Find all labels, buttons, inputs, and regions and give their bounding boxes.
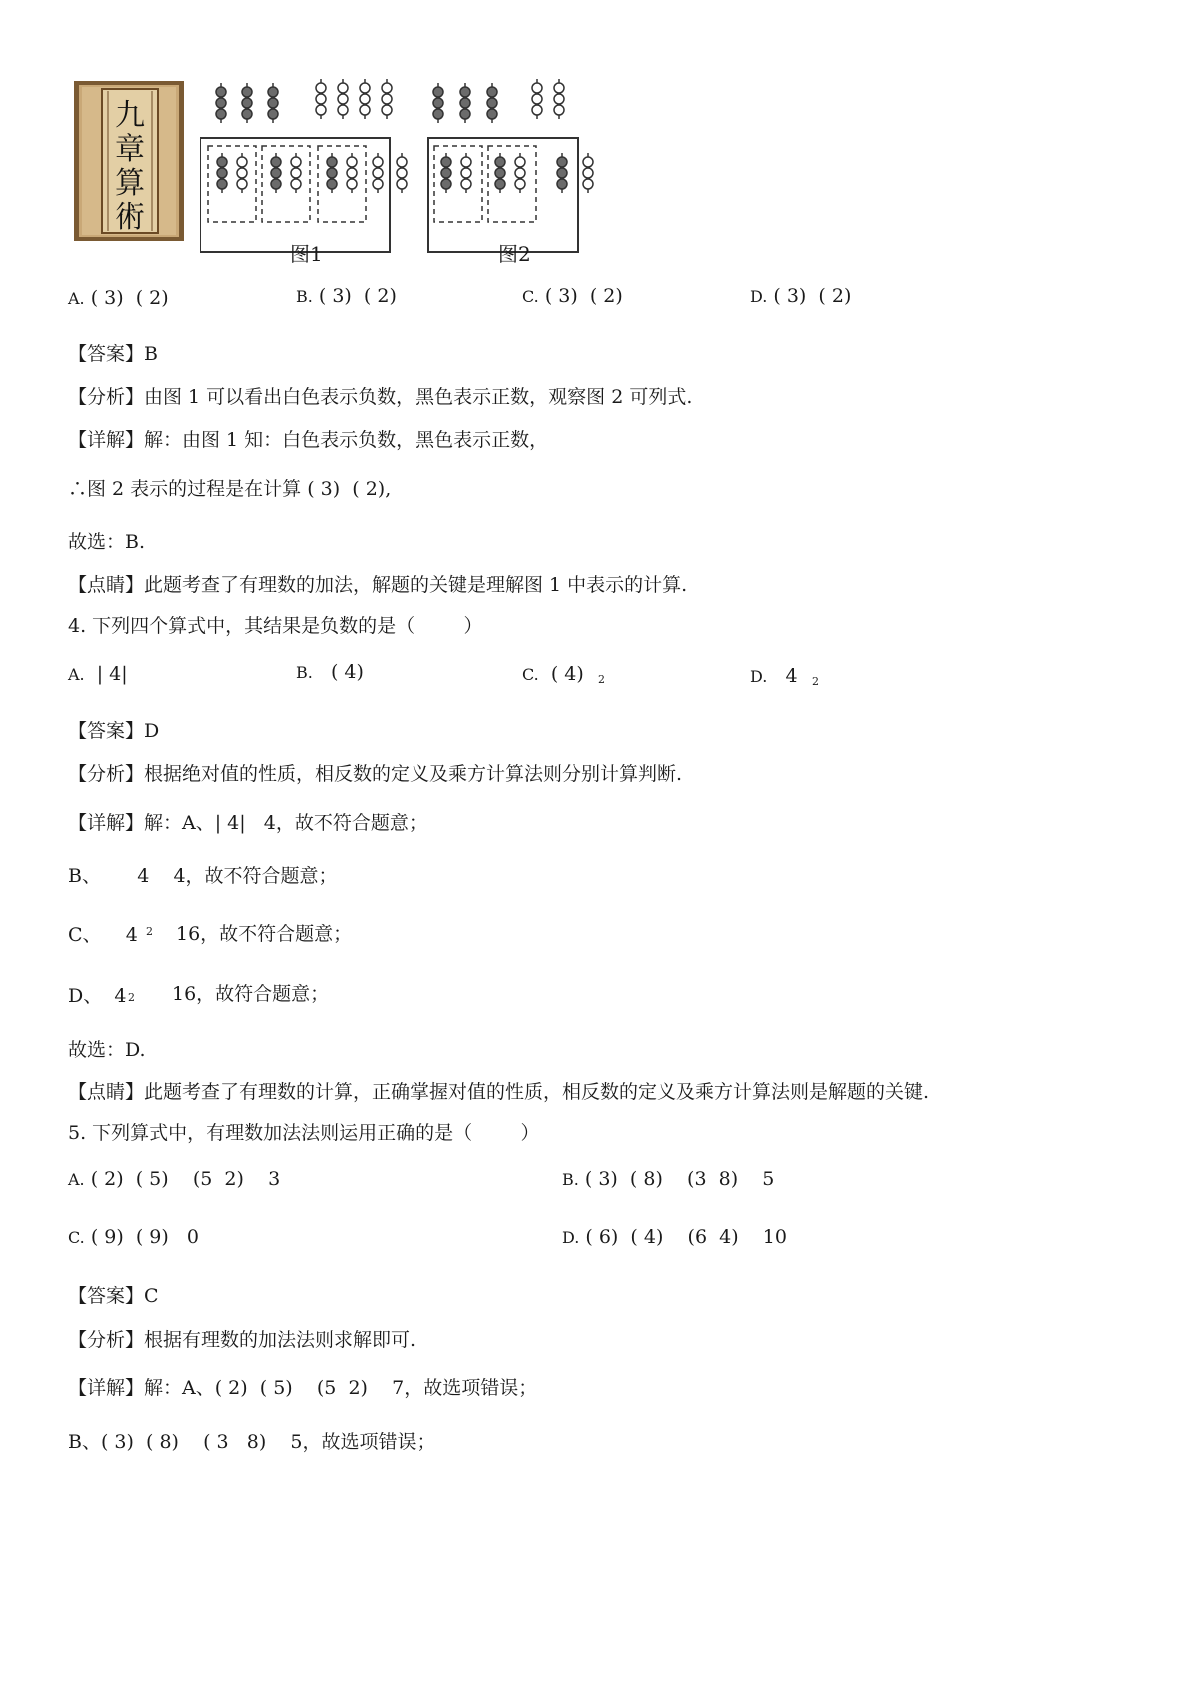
- white-bead: [397, 179, 407, 189]
- black-bead: [557, 179, 567, 189]
- q4-detail-c-post: 16，故不符合题意；: [176, 923, 353, 945]
- q3-option-b-letter: B.: [296, 287, 313, 306]
- white-bead: [360, 105, 370, 115]
- white-bead: [291, 168, 301, 178]
- white-bead: [316, 83, 326, 93]
- white-bead: [397, 157, 407, 167]
- black-bead: [441, 168, 451, 178]
- black-bead: [327, 168, 337, 178]
- q3-option-d-expr: ( 3) ( 2): [773, 285, 852, 307]
- q4-comment: 【点睛】此题考查了有理数的计算，正确掌握对值的性质，相反数的定义及乘方计算法则是解题的关键.: [68, 1081, 930, 1103]
- q3-analysis: 【分析】由图 1 可以看出白色表示负数，黑色表示正数，观察图 2 可列式.: [68, 386, 693, 408]
- q5-option-a-expr: ( 2) ( 5) (5 2) 3: [90, 1168, 281, 1190]
- black-bead: [271, 168, 281, 178]
- white-bead: [373, 179, 383, 189]
- svg-text:算: 算: [115, 166, 145, 201]
- q3-choose: 故选：B.: [68, 531, 146, 553]
- white-bead: [382, 94, 392, 104]
- white-bead: [382, 83, 392, 93]
- q4-detail-d-pre: D、 4: [68, 985, 127, 1007]
- q4-analysis: 【分析】根据绝对值的性质，相反数的定义及乘方计算法则分别计算判断.: [68, 763, 683, 785]
- black-bead: [327, 157, 337, 167]
- white-bead: [347, 168, 357, 178]
- q3-option-b-expr: ( 3) ( 2): [318, 285, 397, 307]
- black-bead: [460, 98, 470, 108]
- white-bead: [397, 168, 407, 178]
- dashed-group: [208, 146, 256, 222]
- q5-analysis: 【分析】根据有理数的加法法则求解即可.: [68, 1329, 417, 1351]
- q4-answer: 【答案】D: [68, 720, 160, 742]
- black-bead: [271, 179, 281, 189]
- white-bead: [373, 168, 383, 178]
- svg-text:術: 術: [115, 200, 145, 235]
- white-bead: [316, 105, 326, 115]
- white-bead: [515, 179, 525, 189]
- white-bead: [382, 105, 392, 115]
- q5-answer: 【答案】C: [68, 1285, 159, 1307]
- figure-2-frame: [428, 138, 578, 252]
- q4-detail-a: 【详解】解：A、| 4| 4，故不符合题意；: [68, 812, 428, 834]
- white-bead: [583, 157, 593, 167]
- figure-1-frame: [200, 138, 390, 252]
- white-bead: [347, 179, 357, 189]
- black-bead: [557, 157, 567, 167]
- q4-option-b-letter: B.: [296, 663, 313, 682]
- black-bead: [271, 157, 281, 167]
- black-bead: [487, 87, 497, 97]
- q4-detail-c-pre: C、 4: [68, 924, 138, 946]
- q4-option-c-exponent: 2: [598, 673, 605, 686]
- q3-option-a-expr: ( 3) ( 2): [90, 287, 169, 309]
- dashed-group: [262, 146, 310, 222]
- q5-option-b-letter: B.: [562, 1170, 579, 1189]
- black-bead: [217, 157, 227, 167]
- q4-detail-c-exponent: 2: [146, 925, 153, 938]
- q4-option-a-letter: A.: [68, 665, 85, 684]
- q4-option-d-letter: D.: [750, 667, 768, 686]
- q3-option-a-letter: A.: [68, 289, 85, 308]
- q4-option-c-letter: C.: [522, 665, 539, 684]
- figure-2-caption: 图2: [498, 242, 531, 266]
- black-bead: [242, 98, 252, 108]
- counting-rods-figure: [200, 78, 660, 254]
- black-bead: [460, 87, 470, 97]
- white-bead: [532, 105, 542, 115]
- black-bead: [495, 168, 505, 178]
- black-bead: [268, 109, 278, 119]
- q3-option-c-expr: ( 3) ( 2): [544, 285, 623, 307]
- white-bead: [237, 179, 247, 189]
- white-bead: [316, 94, 326, 104]
- white-bead: [237, 157, 247, 167]
- white-bead: [237, 168, 247, 178]
- black-bead: [487, 109, 497, 119]
- white-bead: [338, 83, 348, 93]
- white-bead: [360, 83, 370, 93]
- white-bead: [347, 157, 357, 167]
- figure-1-caption: 图1: [290, 242, 323, 266]
- white-bead: [373, 157, 383, 167]
- q4-option-b-expr: ( 4): [330, 661, 364, 683]
- black-bead: [216, 109, 226, 119]
- white-bead: [461, 157, 471, 167]
- q3-therefore: ∴图 2 表示的过程是在计算 ( 3) ( 2),: [68, 478, 392, 500]
- q4-option-d-expr: 4: [785, 665, 798, 687]
- q4-detail-d-exponent: 2: [128, 991, 135, 1004]
- black-bead: [242, 109, 252, 119]
- white-bead: [461, 168, 471, 178]
- black-bead: [441, 179, 451, 189]
- q5-detail-a: 【详解】解：A、( 2) ( 5) (5 2) 7，故选项错误；: [68, 1377, 538, 1399]
- black-bead: [216, 87, 226, 97]
- black-bead: [217, 179, 227, 189]
- book-title: 九: [115, 98, 145, 133]
- q4-option-d-exponent: 2: [812, 675, 819, 688]
- book-cover-image: [74, 81, 184, 241]
- black-bead: [433, 109, 443, 119]
- white-bead: [532, 83, 542, 93]
- q4-option-c-expr: ( 4): [550, 663, 584, 685]
- white-bead: [583, 179, 593, 189]
- q5-option-d-letter: D.: [562, 1228, 580, 1247]
- black-bead: [242, 87, 252, 97]
- dashed-group: [318, 146, 366, 222]
- black-bead: [433, 98, 443, 108]
- black-bead: [495, 157, 505, 167]
- white-bead: [554, 83, 564, 93]
- black-bead: [460, 109, 470, 119]
- white-bead: [583, 168, 593, 178]
- svg-text:章: 章: [115, 132, 145, 167]
- q3-option-c-letter: C.: [522, 287, 539, 306]
- q5-option-b-expr: ( 3) ( 8) (3 8) 5: [584, 1168, 775, 1190]
- white-bead: [338, 105, 348, 115]
- q5-option-a-letter: A.: [68, 1170, 85, 1189]
- black-bead: [268, 98, 278, 108]
- white-bead: [338, 94, 348, 104]
- white-bead: [461, 179, 471, 189]
- black-bead: [327, 179, 337, 189]
- q5-detail-b: B、( 3) ( 8) ( 3 8) 5，故选项错误；: [68, 1431, 436, 1453]
- q4-detail-d-post: 16，故符合题意；: [172, 983, 330, 1005]
- q5-option-c-expr: ( 9) ( 9) 0: [90, 1226, 200, 1248]
- q5-stem: 5. 下列算式中，有理数加法法则运用正确的是（ ）: [68, 1122, 540, 1144]
- white-bead: [515, 157, 525, 167]
- q4-option-a-expr: | 4|: [96, 663, 128, 685]
- black-bead: [495, 179, 505, 189]
- black-bead: [487, 98, 497, 108]
- q4-choose: 故选：D.: [68, 1039, 146, 1061]
- black-bead: [433, 87, 443, 97]
- q3-detail: 【详解】解：由图 1 知：白色表示负数，黑色表示正数，: [68, 429, 549, 451]
- q5-option-d-expr: ( 6) ( 4) (6 4) 10: [585, 1226, 787, 1248]
- white-bead: [554, 105, 564, 115]
- white-bead: [291, 157, 301, 167]
- black-bead: [557, 168, 567, 178]
- white-bead: [291, 179, 301, 189]
- q4-detail-b: B、 4 4，故不符合题意；: [68, 865, 338, 887]
- white-bead: [532, 94, 542, 104]
- black-bead: [268, 87, 278, 97]
- q3-answer: 【答案】B: [68, 343, 158, 365]
- black-bead: [217, 168, 227, 178]
- white-bead: [554, 94, 564, 104]
- white-bead: [515, 168, 525, 178]
- white-bead: [360, 94, 370, 104]
- black-bead: [216, 98, 226, 108]
- black-bead: [441, 157, 451, 167]
- q5-option-c-letter: C.: [68, 1228, 85, 1247]
- q3-comment: 【点睛】此题考查了有理数的加法，解题的关键是理解图 1 中表示的计算.: [68, 574, 688, 596]
- q4-stem: 4. 下列四个算式中，其结果是负数的是（ ）: [68, 615, 483, 637]
- q3-option-d-letter: D.: [750, 287, 768, 306]
